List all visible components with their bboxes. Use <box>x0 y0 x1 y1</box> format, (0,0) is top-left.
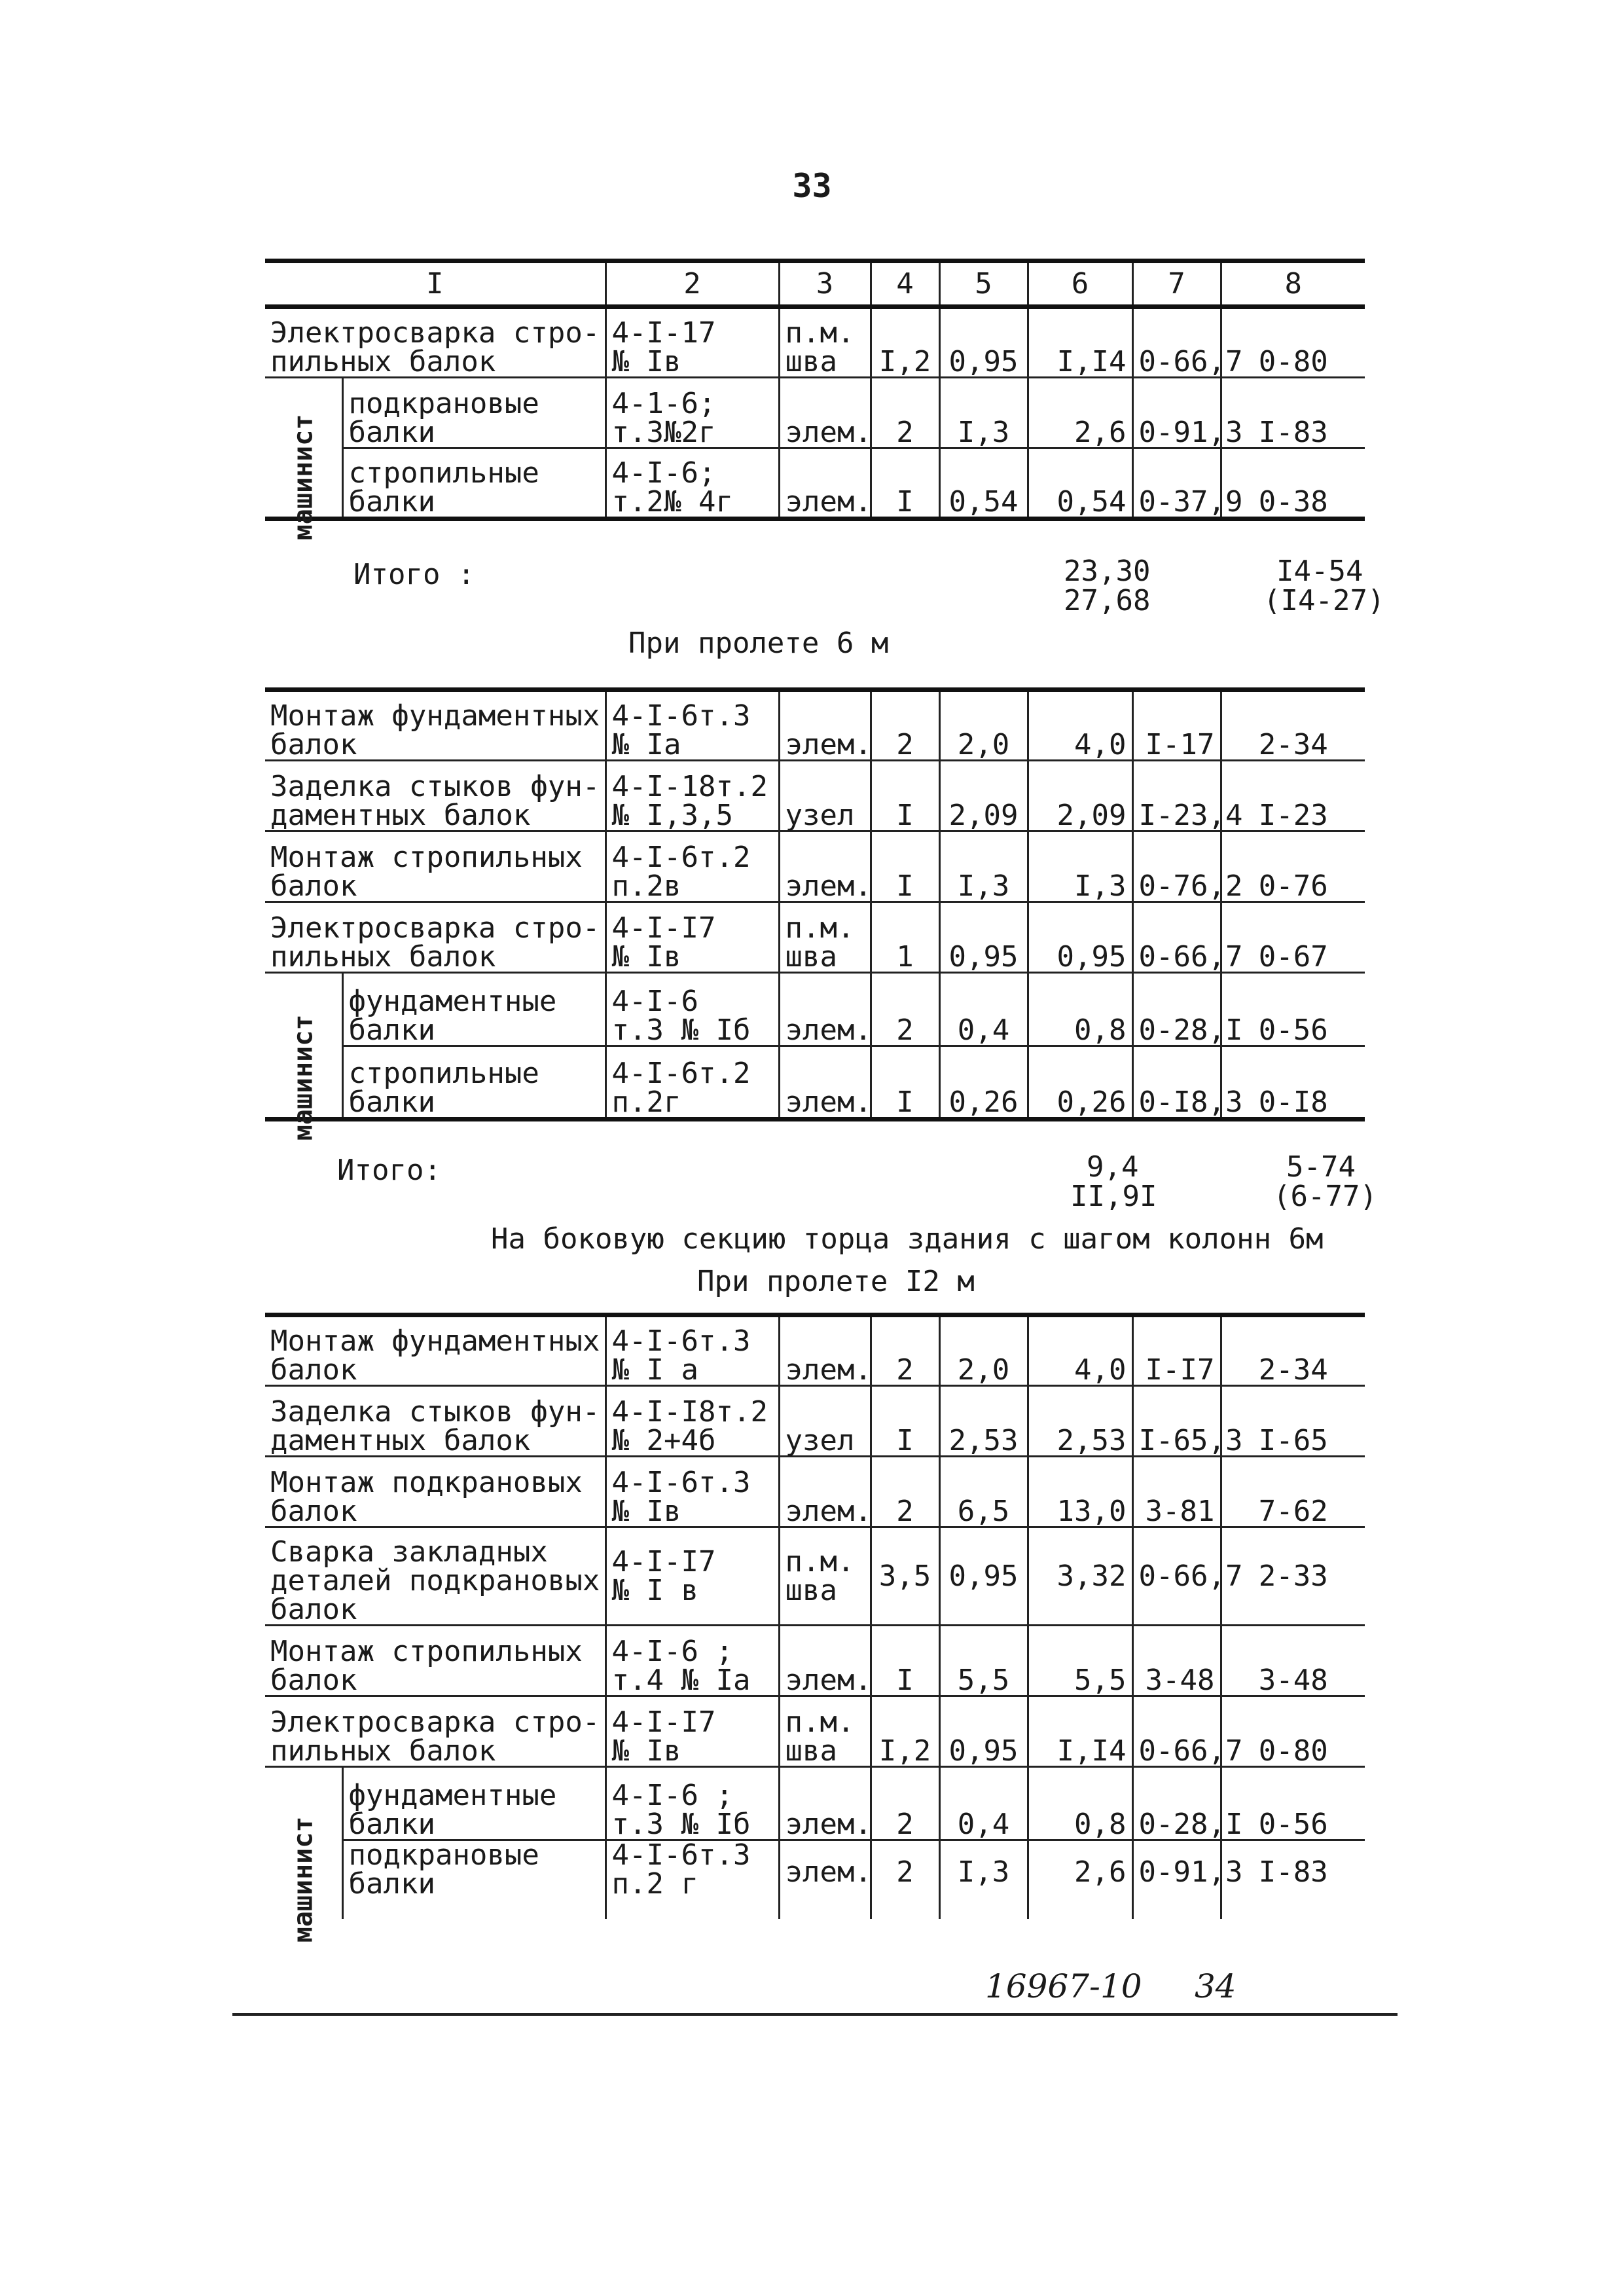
norm-per-unit: 2,53 <box>939 1386 1028 1457</box>
cost-total: I-83 <box>1221 1840 1365 1919</box>
quantity: I <box>871 831 939 902</box>
rate-per-unit: I-17 <box>1132 690 1221 761</box>
quantity: I <box>871 761 939 831</box>
rate-per-unit: 0-91,3 <box>1132 378 1221 448</box>
table-row <box>265 448 1365 519</box>
col-header-2: 2 <box>605 261 779 307</box>
norm-total: 4,0 <box>1028 1315 1132 1386</box>
quantity: 2 <box>871 1457 939 1527</box>
work-name: фундаментные балки <box>342 973 605 1046</box>
work-name: Сварка закладных деталей подкрановых балок <box>270 1535 600 1626</box>
cost-total: 2-34 <box>1221 690 1365 761</box>
norm-per-unit: 0,95 <box>939 902 1028 973</box>
work-name: фундаментные балки <box>342 1767 605 1840</box>
table-row <box>265 902 1365 973</box>
unit: элем. <box>779 448 871 519</box>
quantity: I <box>871 448 939 519</box>
unit: элем. <box>779 1840 871 1919</box>
unit: элем. <box>779 1315 871 1386</box>
unit: узел <box>779 761 871 831</box>
norm-per-unit: 2,0 <box>939 690 1028 761</box>
cost-total: 0-56 <box>1221 1767 1365 1840</box>
total-1-norm-a: 23,30 <box>1064 555 1151 588</box>
rate-per-unit: 0-28,I <box>1132 973 1221 1046</box>
col-header-3: 3 <box>779 261 871 307</box>
table-row <box>265 378 1365 448</box>
quantity: 2 <box>871 1767 939 1840</box>
reference: 4-I-I8т.2 № 2+4б <box>605 1386 779 1457</box>
rate-per-unit: 0-66,7 <box>1132 902 1221 973</box>
work-name: Монтаж стропильных балок <box>270 1635 583 1697</box>
unit: узел <box>779 1386 871 1457</box>
bottom-rule <box>232 2013 1398 2016</box>
total-1-cost-b: (I4-27) <box>1263 584 1385 617</box>
table-row <box>265 1457 1365 1527</box>
group-label-operator: машинист <box>288 414 319 541</box>
unit: п.м. шва <box>779 1696 871 1767</box>
quantity: I,2 <box>871 1696 939 1767</box>
quantity: 2 <box>871 690 939 761</box>
caption-span-6m: При пролете 6 м <box>628 627 889 660</box>
quantity: I,2 <box>871 307 939 378</box>
work-name: Монтаж фундаментных балок <box>270 1324 600 1387</box>
work-name: Монтаж стропильных балок <box>270 841 583 903</box>
reference: 4-I-17 № Iв <box>605 307 779 378</box>
col-header-1: I <box>426 266 444 301</box>
reference: 4-I-6т.3 № I а <box>605 1315 779 1386</box>
norm-total: I,I4 <box>1028 1696 1132 1767</box>
norm-per-unit: 0,4 <box>939 973 1028 1046</box>
work-name: Электросварка стро- пильных балок <box>270 911 600 974</box>
caption-span-12m: При пролете I2 м <box>697 1265 975 1298</box>
norm-total: 0,8 <box>1028 973 1132 1046</box>
norm-total: I,I4 <box>1028 307 1132 378</box>
quantity: 3,5 <box>871 1527 939 1626</box>
norm-total: 5,5 <box>1028 1626 1132 1696</box>
unit: элем. <box>779 831 871 902</box>
norm-per-unit: 6,5 <box>939 1457 1028 1527</box>
quantity: 1 <box>871 902 939 973</box>
col-header-4: 4 <box>871 261 939 307</box>
reference: 4-I-6т.3 № Iа <box>605 690 779 761</box>
total-2-cost-a: 5-74 <box>1286 1150 1356 1184</box>
document-code-stamp: 16967-10 <box>985 1967 1142 2005</box>
cost-total: 0-38 <box>1221 448 1365 519</box>
total-2-cost-b: (6-77) <box>1273 1180 1377 1213</box>
table-row <box>265 1840 1365 1919</box>
rate-per-unit: 0-I8,3 <box>1132 1046 1221 1120</box>
rate-per-unit: I-I7 <box>1132 1315 1221 1386</box>
reference: 4-I-6т.2 п.2в <box>605 831 779 902</box>
reference: 4-I-6т.3 п.2 г <box>605 1840 779 1919</box>
quantity: I <box>871 1626 939 1696</box>
table-3 <box>265 1313 1365 1942</box>
rate-per-unit: I-23,4 <box>1132 761 1221 831</box>
reference: 4-I-6; т.2№ 4г <box>605 448 779 519</box>
work-name: Заделка стыков фун- даментных балок <box>270 770 600 832</box>
table-row <box>265 761 1365 831</box>
quantity: 2 <box>871 1315 939 1386</box>
table-row <box>265 307 1365 378</box>
cost-total: 0-76 <box>1221 831 1365 902</box>
work-name: стропильные балки <box>342 1046 605 1120</box>
rate-per-unit: 0-28,I <box>1132 1767 1221 1840</box>
table-2 <box>265 687 1365 1141</box>
table-row <box>265 1386 1365 1457</box>
norm-per-unit: 0,95 <box>939 1696 1028 1767</box>
cost-total: 0-I8 <box>1221 1046 1365 1120</box>
total-1-norm-b: 27,68 <box>1064 584 1151 617</box>
cost-total: I-65 <box>1221 1386 1365 1457</box>
norm-per-unit: 2,09 <box>939 761 1028 831</box>
norm-per-unit: 5,5 <box>939 1626 1028 1696</box>
table-row <box>265 1315 1365 1386</box>
norm-total: 0,26 <box>1028 1046 1132 1120</box>
table-header-row <box>265 261 1365 307</box>
rate-per-unit: 0-66,7 <box>1132 307 1221 378</box>
total-label-2: Итого: <box>337 1154 441 1187</box>
cost-total: 3-48 <box>1221 1626 1365 1696</box>
norm-total: 4,0 <box>1028 690 1132 761</box>
work-name: Монтаж подкрановых балок <box>270 1466 583 1528</box>
table-row <box>265 1767 1365 1840</box>
norm-total: 0,95 <box>1028 902 1132 973</box>
norm-total: 0,8 <box>1028 1767 1132 1840</box>
reference: 4-I-6т.3 № Iв <box>605 1457 779 1527</box>
unit: элем. <box>779 690 871 761</box>
cost-total: 7-62 <box>1221 1457 1365 1527</box>
norm-total: 2,09 <box>1028 761 1132 831</box>
reference: 4-I-I7 № I в <box>605 1527 779 1626</box>
reference: 4-I-I7 № Iв <box>605 1696 779 1767</box>
reference: 4-I-6 т.3 № Iб <box>605 973 779 1046</box>
norm-per-unit: 0,26 <box>939 1046 1028 1120</box>
rate-per-unit: 0-37,9 <box>1132 448 1221 519</box>
cost-total: 2-33 <box>1221 1527 1365 1626</box>
norm-total: 2,6 <box>1028 1840 1132 1919</box>
norm-total: I,3 <box>1028 831 1132 902</box>
table-row <box>265 1696 1365 1767</box>
quantity: I <box>871 1386 939 1457</box>
unit: п.м. шва <box>779 307 871 378</box>
table-row <box>265 1046 1365 1120</box>
col-header-5: 5 <box>939 261 1028 307</box>
quantity: 2 <box>871 378 939 448</box>
quantity: I <box>871 1046 939 1120</box>
cost-total: I-83 <box>1221 378 1365 448</box>
rate-per-unit: 3-48 <box>1132 1626 1221 1696</box>
table-1 <box>265 259 1365 541</box>
norm-per-unit: I,3 <box>939 1840 1028 1919</box>
quantity: 2 <box>871 1840 939 1919</box>
norm-per-unit: 0,54 <box>939 448 1028 519</box>
norm-per-unit: 0,95 <box>939 1527 1028 1626</box>
total-2-norm-b: II,9I <box>1070 1180 1157 1213</box>
cost-total: 0-80 <box>1221 307 1365 378</box>
handwritten-page-number: 34 <box>1195 1967 1236 2005</box>
norm-total: 0,54 <box>1028 448 1132 519</box>
norm-total: 2,53 <box>1028 1386 1132 1457</box>
work-name: Электросварка стро- пильных балок <box>270 316 600 378</box>
table-row <box>265 831 1365 902</box>
table-row <box>265 690 1365 761</box>
norm-per-unit: 2,0 <box>939 1315 1028 1386</box>
col-header-8: 8 <box>1221 261 1365 307</box>
reference: 4-I-6т.2 п.2г <box>605 1046 779 1120</box>
work-name: Заделка стыков фун- даментных балок <box>270 1395 600 1457</box>
page-number: 33 <box>792 167 832 205</box>
norm-total: 2,6 <box>1028 378 1132 448</box>
unit: элем. <box>779 1767 871 1840</box>
rate-per-unit: 0-66,7 <box>1132 1527 1221 1626</box>
total-2-norm-a: 9,4 <box>1087 1150 1139 1184</box>
caption-end-section: На боковую секцию торца здания с шагом колонн 6м <box>491 1222 1324 1256</box>
cost-total: 0-67 <box>1221 902 1365 973</box>
reference: 4-I-I7 № Iв <box>605 902 779 973</box>
rate-per-unit: 3-81 <box>1132 1457 1221 1527</box>
reference: 4-1-6; т.3№2г <box>605 378 779 448</box>
reference: 4-I-6 ; т.3 № Iб <box>605 1767 779 1840</box>
work-name: стропильные балки <box>342 448 605 519</box>
norm-per-unit: I,3 <box>939 831 1028 902</box>
group-label-operator: машинист <box>288 1816 319 1942</box>
unit: элем. <box>779 1626 871 1696</box>
cost-total: I-23 <box>1221 761 1365 831</box>
cost-total: 0-80 <box>1221 1696 1365 1767</box>
norm-total: 13,0 <box>1028 1457 1132 1527</box>
norm-total: 3,32 <box>1028 1527 1132 1626</box>
quantity: 2 <box>871 973 939 1046</box>
total-1-cost-a: I4-54 <box>1276 555 1363 588</box>
rate-per-unit: I-65,3 <box>1132 1386 1221 1457</box>
work-name: Монтаж фундаментных балок <box>270 699 600 761</box>
work-name: подкрановые балки <box>342 378 605 448</box>
table-row <box>265 1527 1365 1626</box>
col-header-7: 7 <box>1132 261 1221 307</box>
norm-per-unit: I,3 <box>939 378 1028 448</box>
cost-total: 0-56 <box>1221 973 1365 1046</box>
work-name: подкрановые балки <box>342 1840 605 1919</box>
cost-total: 2-34 <box>1221 1315 1365 1386</box>
unit: элем. <box>779 1046 871 1120</box>
unit: элем. <box>779 1457 871 1527</box>
unit: элем. <box>779 973 871 1046</box>
unit: п.м. шва <box>779 902 871 973</box>
group-label-operator: машинист <box>288 1014 319 1141</box>
reference: 4-I-6 ; т.4 № Iа <box>605 1626 779 1696</box>
reference: 4-I-18т.2 № I,3,5 <box>605 761 779 831</box>
rate-per-unit: 0-76,2 <box>1132 831 1221 902</box>
total-label-1: Итого : <box>353 558 475 591</box>
norm-per-unit: 0,4 <box>939 1767 1028 1840</box>
table-row <box>265 973 1365 1046</box>
rate-per-unit: 0-66,7 <box>1132 1696 1221 1767</box>
table-row <box>265 1626 1365 1696</box>
norm-per-unit: 0,95 <box>939 307 1028 378</box>
rate-per-unit: 0-91,3 <box>1132 1840 1221 1919</box>
col-header-6: 6 <box>1028 261 1132 307</box>
work-name: Электросварка стро- пильных балок <box>270 1705 600 1768</box>
unit: п.м. шва <box>779 1527 871 1626</box>
unit: элем. <box>779 378 871 448</box>
